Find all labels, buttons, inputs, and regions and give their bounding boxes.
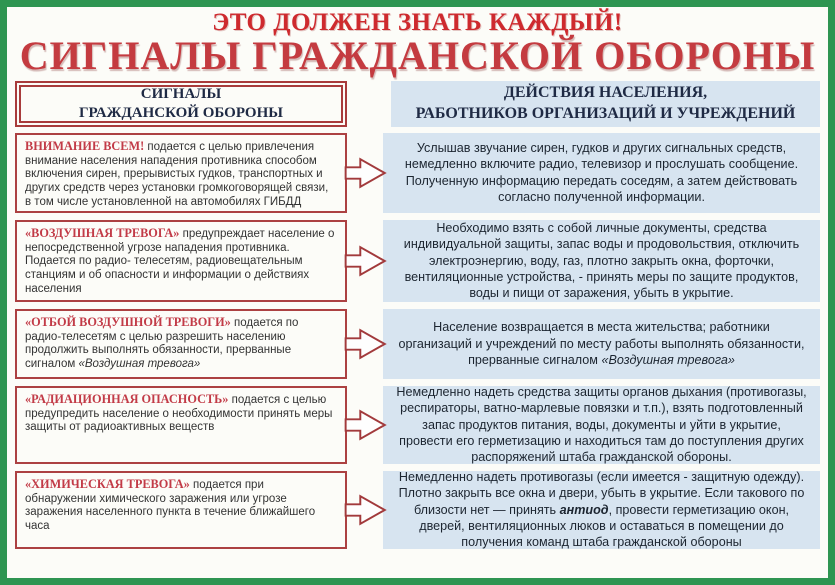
- signal-row-radiation: [15, 386, 820, 464]
- right-arrow-icon: [344, 489, 388, 531]
- signal-italic: «Воздушная тревога»: [78, 358, 201, 371]
- signal-box: [15, 220, 347, 302]
- signal-box: [15, 309, 347, 379]
- action-text: [395, 386, 808, 464]
- action-text-post: , провести герметизацию окон, дверей, вентиляционных люков и оставаться в помещении до получения команд штаба гражданской обороны: [419, 502, 790, 549]
- action-box: [383, 133, 820, 213]
- signals-header-line1: СИГНАЛЫ: [140, 86, 222, 103]
- top-title: ЭТО ДОЛЖЕН ЗНАТЬ КАЖДЫЙ!: [212, 9, 623, 36]
- action-box: [383, 309, 820, 379]
- signal-text: подается при обнаружении химического заражения или угрозе заражения населенного пункта в течение ближайшего часа: [25, 478, 316, 533]
- action-box: [383, 471, 820, 549]
- signal-row-all-clear: [15, 309, 820, 379]
- right-arrow-icon: [344, 152, 388, 194]
- signal-box: [15, 133, 347, 213]
- right-arrow-icon: [344, 323, 388, 365]
- action-box: [383, 386, 820, 464]
- signal-row-chemical: [15, 471, 820, 549]
- action-text: [395, 140, 808, 205]
- signal-text: подается по радио-телесетям с целью разрешить населению продолжить выполнять обязанности, прерванные сигналом: [25, 316, 299, 371]
- signal-text: подается с целью предупредить население о необходимости принять меры защиты от радиоактивных веществ: [25, 393, 333, 434]
- arrow-cell: [344, 471, 388, 549]
- right-arrow-icon: [344, 404, 388, 446]
- actions-header-line2: РАБОТНИКОВ ОРГАНИЗАЦИЙ И УЧРЕЖДЕНИЙ: [415, 104, 796, 122]
- signal-keyword: «ХИМИЧЕСКАЯ ТРЕВОГА»: [25, 476, 190, 491]
- action-text-pre: Услышав звучание сирен, гудков и других сигнальных средств, немедленно включите радио, телевизор и прослушать сообщение. Полученную информацию передать соседям, а затем действовать согласно полученной информации.: [404, 141, 799, 205]
- signal-keyword: «ОТБОЙ ВОЗДУШНОЙ ТРЕВОГИ»: [25, 314, 231, 329]
- arrow-cell: [344, 386, 388, 464]
- signal-text: предупреждает население о непосредственной угрозе нападения противника. Подается по радио- телесетям, радиовещательным станциям и об опасности и информации о действиях населения: [25, 227, 335, 295]
- action-box: [383, 220, 820, 302]
- action-text: [395, 471, 808, 549]
- signal-row-air-raid: [15, 220, 820, 302]
- action-text-pre: Немедленно надеть противогазы (если имеется - защитную одежду). Плотно закрыть все окна и двери, убыть в укрытие. Если такового по близости нет — принять: [398, 470, 805, 517]
- actions-header-line1: ДЕЙСТВИЯ НАСЕЛЕНИЯ,: [503, 84, 708, 102]
- action-text-pre: Население возвращается в места жительства; работники организаций и учреждений по месту работы выполнять обязанности, прерванные сигналом: [398, 320, 805, 367]
- poster-content: [6, 81, 829, 549]
- signal-keyword: ВНИМАНИЕ ВСЕМ!: [25, 138, 145, 153]
- action-text-italic: антиод: [559, 502, 609, 517]
- signal-keyword: «ВОЗДУШНАЯ ТРЕВОГА»: [25, 225, 180, 240]
- header-gap: [347, 81, 391, 127]
- column-headers: [15, 81, 820, 127]
- signal-text: подается с целью привлечения внимание населения нападения противника способом включения сирен, прерывистых гудков, транспортных и других средств через установки громкоговорящей связи, в том числе установленной на автомобилях ГИБДД: [25, 140, 329, 208]
- actions-column-header: [391, 81, 820, 127]
- action-text: [395, 319, 808, 368]
- signals-header-line2: ГРАЖДАНСКОЙ ОБОРОНЫ: [79, 104, 283, 121]
- arrow-cell: [344, 133, 388, 213]
- right-arrow-icon: [344, 240, 388, 282]
- main-title: СИГНАЛЫ ГРАЖДАНСКОЙ ОБОРОНЫ: [19, 33, 816, 78]
- signal-box: [15, 386, 347, 464]
- signals-column-header: [15, 81, 347, 127]
- action-text-pre: Немедленно надеть средства защиты органов дыхания (противогазы, респираторы, ватно-марлевые повязки и т.п.), взять подготовленный запас продуктов питания, воды, документы и уйти в укрытие, провести его герметизацию и находиться там до поступления других распоряжений штаба гражданской обороны.: [396, 385, 807, 464]
- signal-keyword: «РАДИАЦИОННАЯ ОПАСНОСТЬ»: [25, 391, 229, 406]
- arrow-cell: [344, 220, 388, 302]
- action-text-italic: «Воздушная тревога»: [601, 352, 735, 367]
- title-block: [6, 6, 829, 77]
- signal-box: [15, 471, 347, 549]
- arrow-cell: [344, 309, 388, 379]
- signal-row-attention: [15, 133, 820, 213]
- action-text-pre: Необходимо взять с собой личные документы, средства индивидуальной защиты, запас воды и продовольствия, отключить электроэнергию, воду, газ, плотно закрыть окна, форточки, вентиляционные устройства, - принять меры по защите продуктов, воды и пищи от заражения, убыть в укрытие.: [403, 220, 800, 301]
- action-text: [395, 220, 808, 302]
